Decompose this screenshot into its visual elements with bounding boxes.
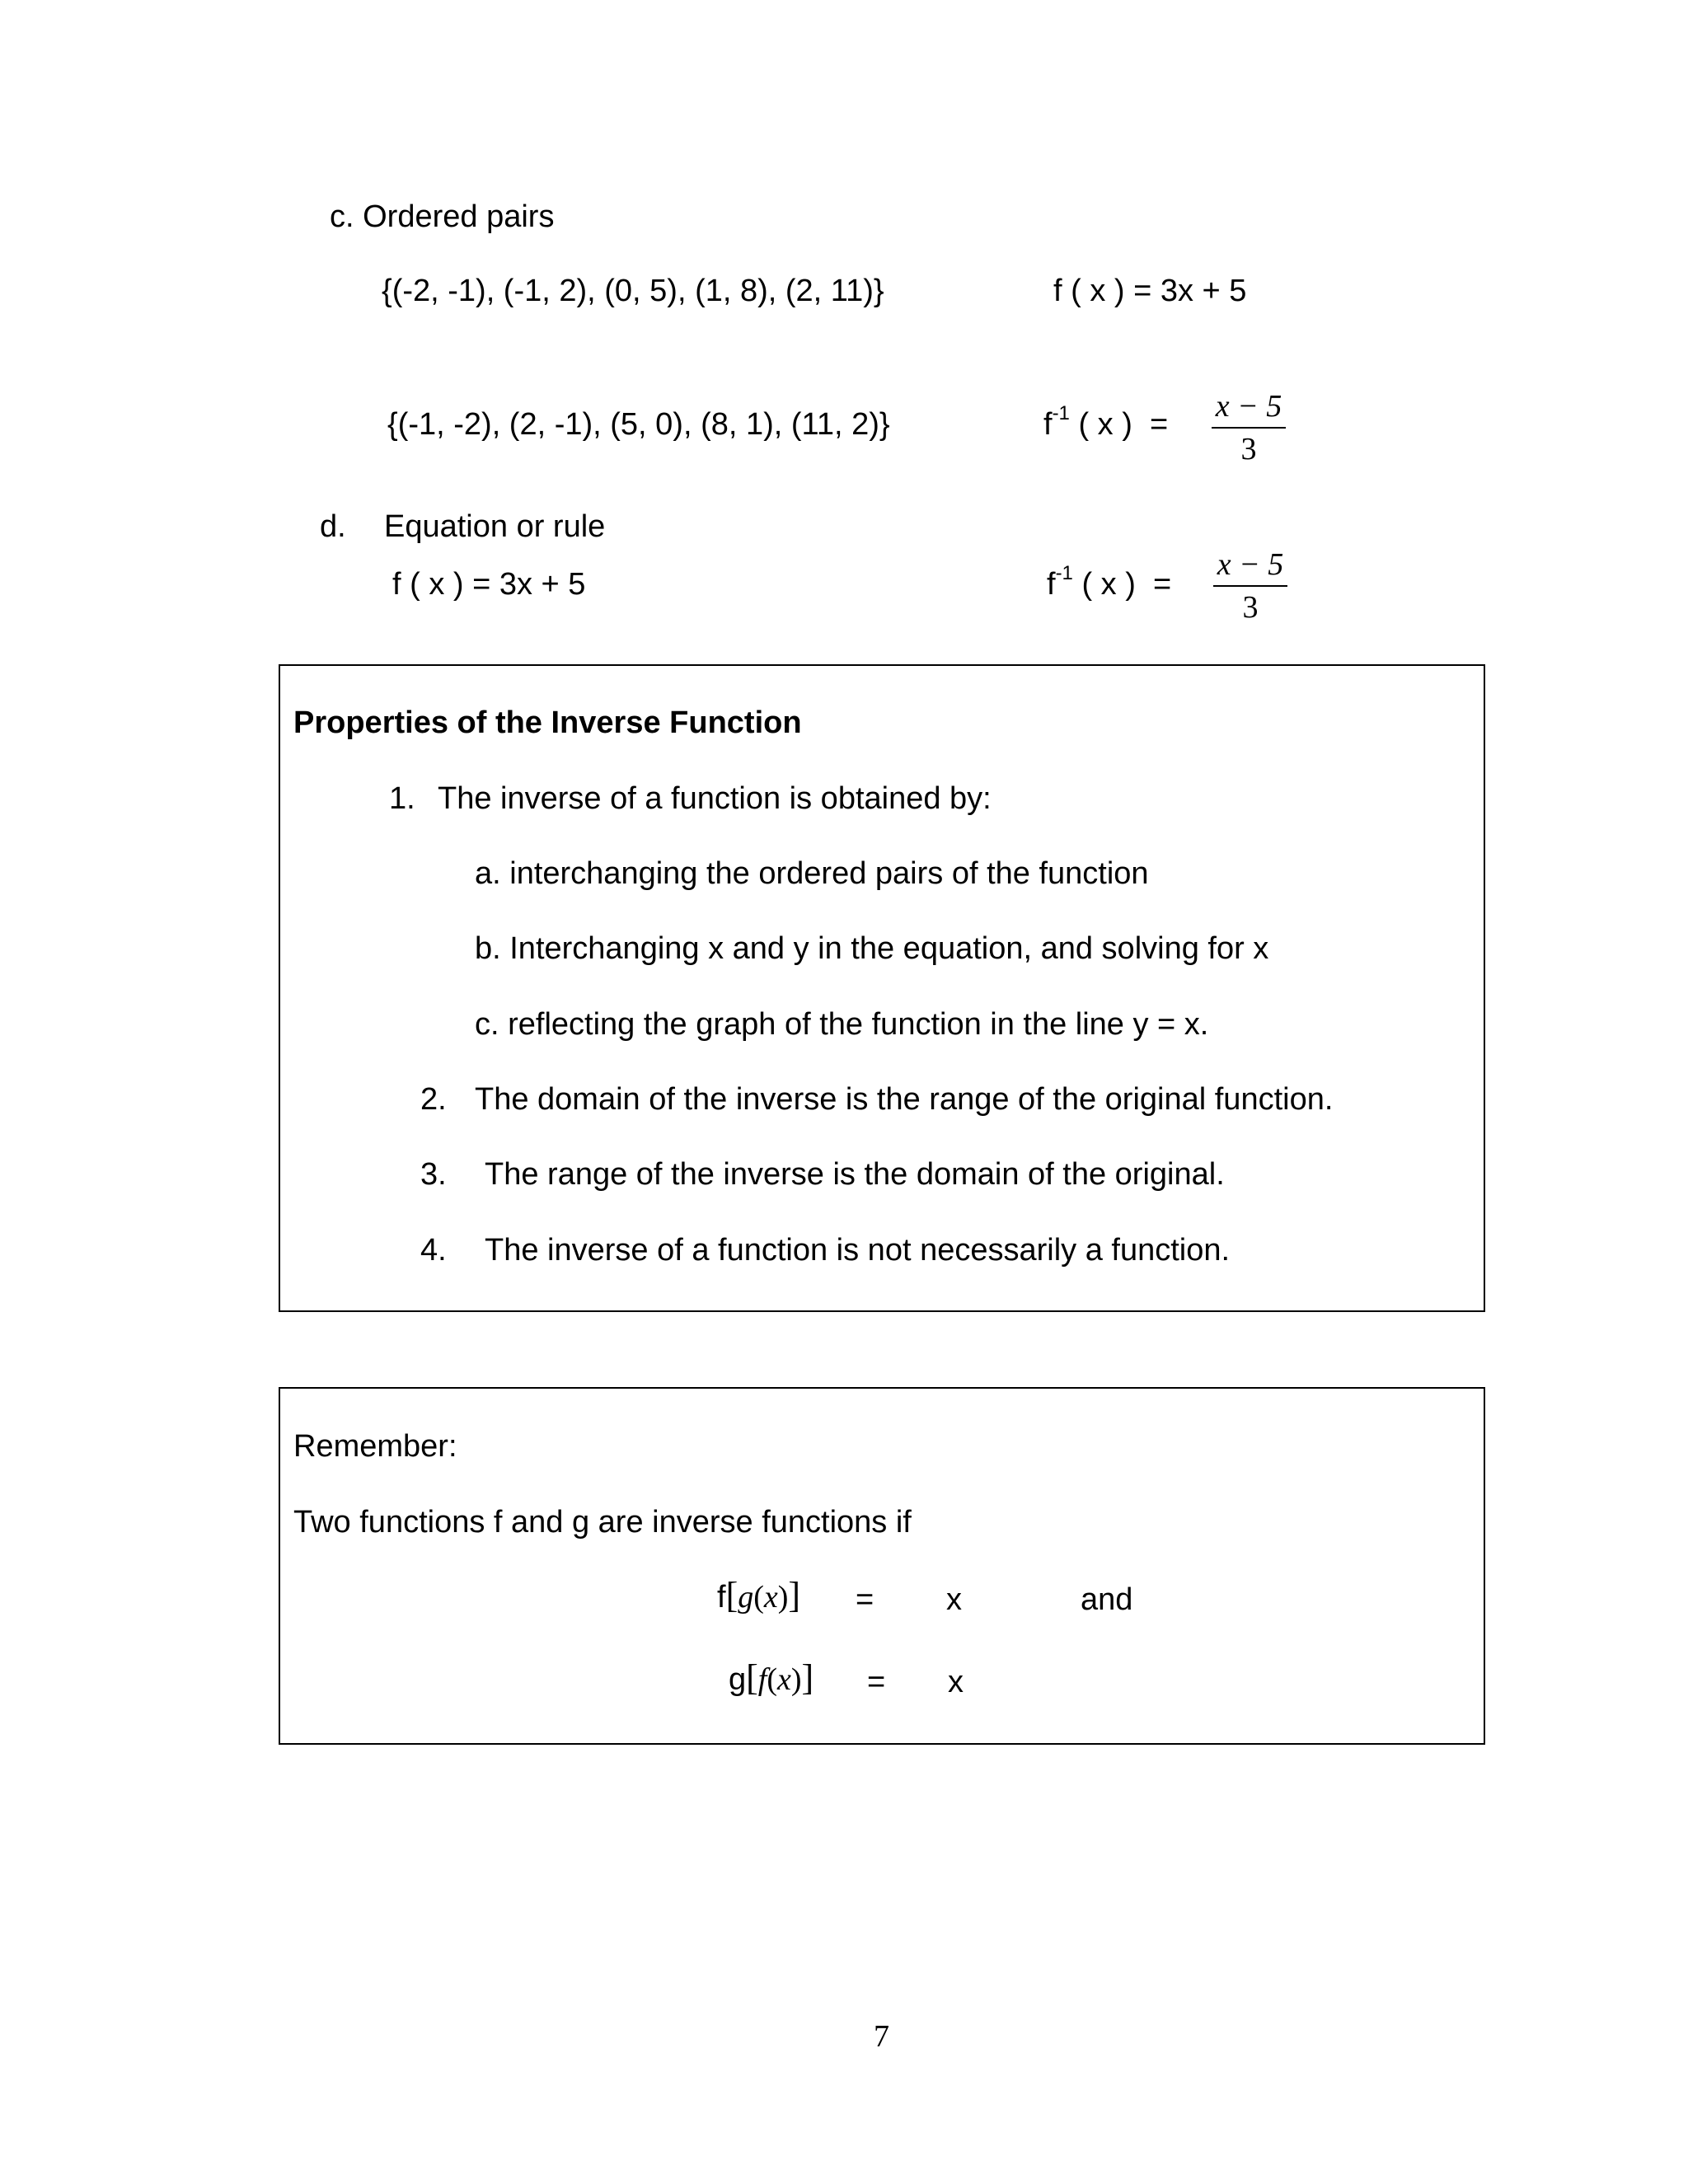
left-bracket: [ bbox=[725, 1575, 738, 1615]
ordered-pairs-original: {(-2, -1), (-1, 2), (0, 5), (1, 8), (2, 11)} bbox=[382, 274, 884, 308]
equals-2: = bbox=[867, 1665, 886, 1699]
composition-g-of-f bbox=[729, 1657, 814, 1698]
section-d-label: Equation or rule bbox=[384, 509, 606, 544]
function-rule-c: f ( x ) = 3x + 5 bbox=[1053, 274, 1247, 308]
inverse-lhs-d bbox=[1047, 562, 1172, 602]
right-paren: ) bbox=[790, 1662, 802, 1697]
inner-function: f bbox=[757, 1662, 767, 1697]
outer-function: g bbox=[729, 1662, 747, 1697]
and-word: and bbox=[1081, 1582, 1133, 1617]
section-d-letter: d. bbox=[320, 509, 346, 544]
inverse-fraction-d bbox=[1213, 549, 1287, 623]
page-number: 7 bbox=[874, 2019, 889, 2054]
fraction-denominator: 3 bbox=[1242, 590, 1259, 625]
inverse-f: f bbox=[1047, 567, 1056, 602]
inverse-args: ( x ) = bbox=[1072, 567, 1172, 602]
property-3-number: 3. bbox=[420, 1157, 447, 1192]
equals-1: = bbox=[856, 1582, 874, 1617]
inverse-exponent: -1 bbox=[1055, 562, 1073, 584]
inner-function: g bbox=[738, 1580, 754, 1615]
left-bracket: [ bbox=[746, 1657, 758, 1698]
variable: x bbox=[777, 1662, 791, 1697]
property-1-number: 1. bbox=[389, 781, 415, 816]
property-1-sub-b: b. Interchanging x and y in the equation, and solving for x bbox=[475, 931, 1269, 966]
fraction-denominator: 3 bbox=[1240, 432, 1257, 466]
fraction-numerator: x − 5 bbox=[1215, 389, 1282, 424]
right-paren: ) bbox=[777, 1580, 789, 1615]
inverse-lhs-c bbox=[1043, 402, 1169, 442]
section-c-label: c. Ordered pairs bbox=[330, 199, 555, 234]
left-paren: ( bbox=[767, 1662, 778, 1697]
composition-f-of-g bbox=[717, 1577, 800, 1614]
property-2-number: 2. bbox=[420, 1082, 447, 1117]
property-2-text: The domain of the inverse is the range of the original function. bbox=[475, 1082, 1334, 1117]
property-1-sub-a: a. interchanging the ordered pairs of the function bbox=[475, 856, 1149, 891]
outer-function: f bbox=[717, 1580, 726, 1615]
function-rule-d: f ( x ) = 3x + 5 bbox=[392, 567, 586, 602]
property-4-number: 4. bbox=[420, 1233, 447, 1268]
rhs-2: x bbox=[948, 1665, 964, 1699]
property-3-text: The range of the inverse is the domain of the original. bbox=[485, 1157, 1225, 1192]
inverse-args: ( x ) = bbox=[1069, 407, 1169, 442]
inverse-fraction-c bbox=[1212, 391, 1286, 465]
left-paren: ( bbox=[753, 1580, 764, 1615]
remember-title: Remember: bbox=[293, 1429, 457, 1464]
properties-box bbox=[279, 664, 1485, 1312]
rhs-1: x bbox=[946, 1582, 962, 1617]
inverse-exponent: -1 bbox=[1052, 402, 1070, 424]
inverse-f: f bbox=[1043, 407, 1053, 442]
property-1-text: The inverse of a function is obtained by: bbox=[438, 781, 992, 816]
property-4-text: The inverse of a function is not necessarily a function. bbox=[485, 1233, 1231, 1268]
properties-title: Properties of the Inverse Function bbox=[293, 705, 802, 740]
fraction-numerator: x − 5 bbox=[1217, 547, 1284, 582]
variable: x bbox=[763, 1580, 778, 1615]
ordered-pairs-inverse: {(-1, -2), (2, -1), (5, 0), (8, 1), (11, 2)} bbox=[387, 407, 890, 442]
property-1-sub-c: c. reflecting the graph of the function in the line y = x. bbox=[475, 1007, 1209, 1042]
remember-text: Two functions f and g are inverse functions if bbox=[293, 1505, 912, 1540]
right-bracket: ] bbox=[801, 1657, 814, 1698]
right-bracket: ] bbox=[788, 1575, 801, 1615]
